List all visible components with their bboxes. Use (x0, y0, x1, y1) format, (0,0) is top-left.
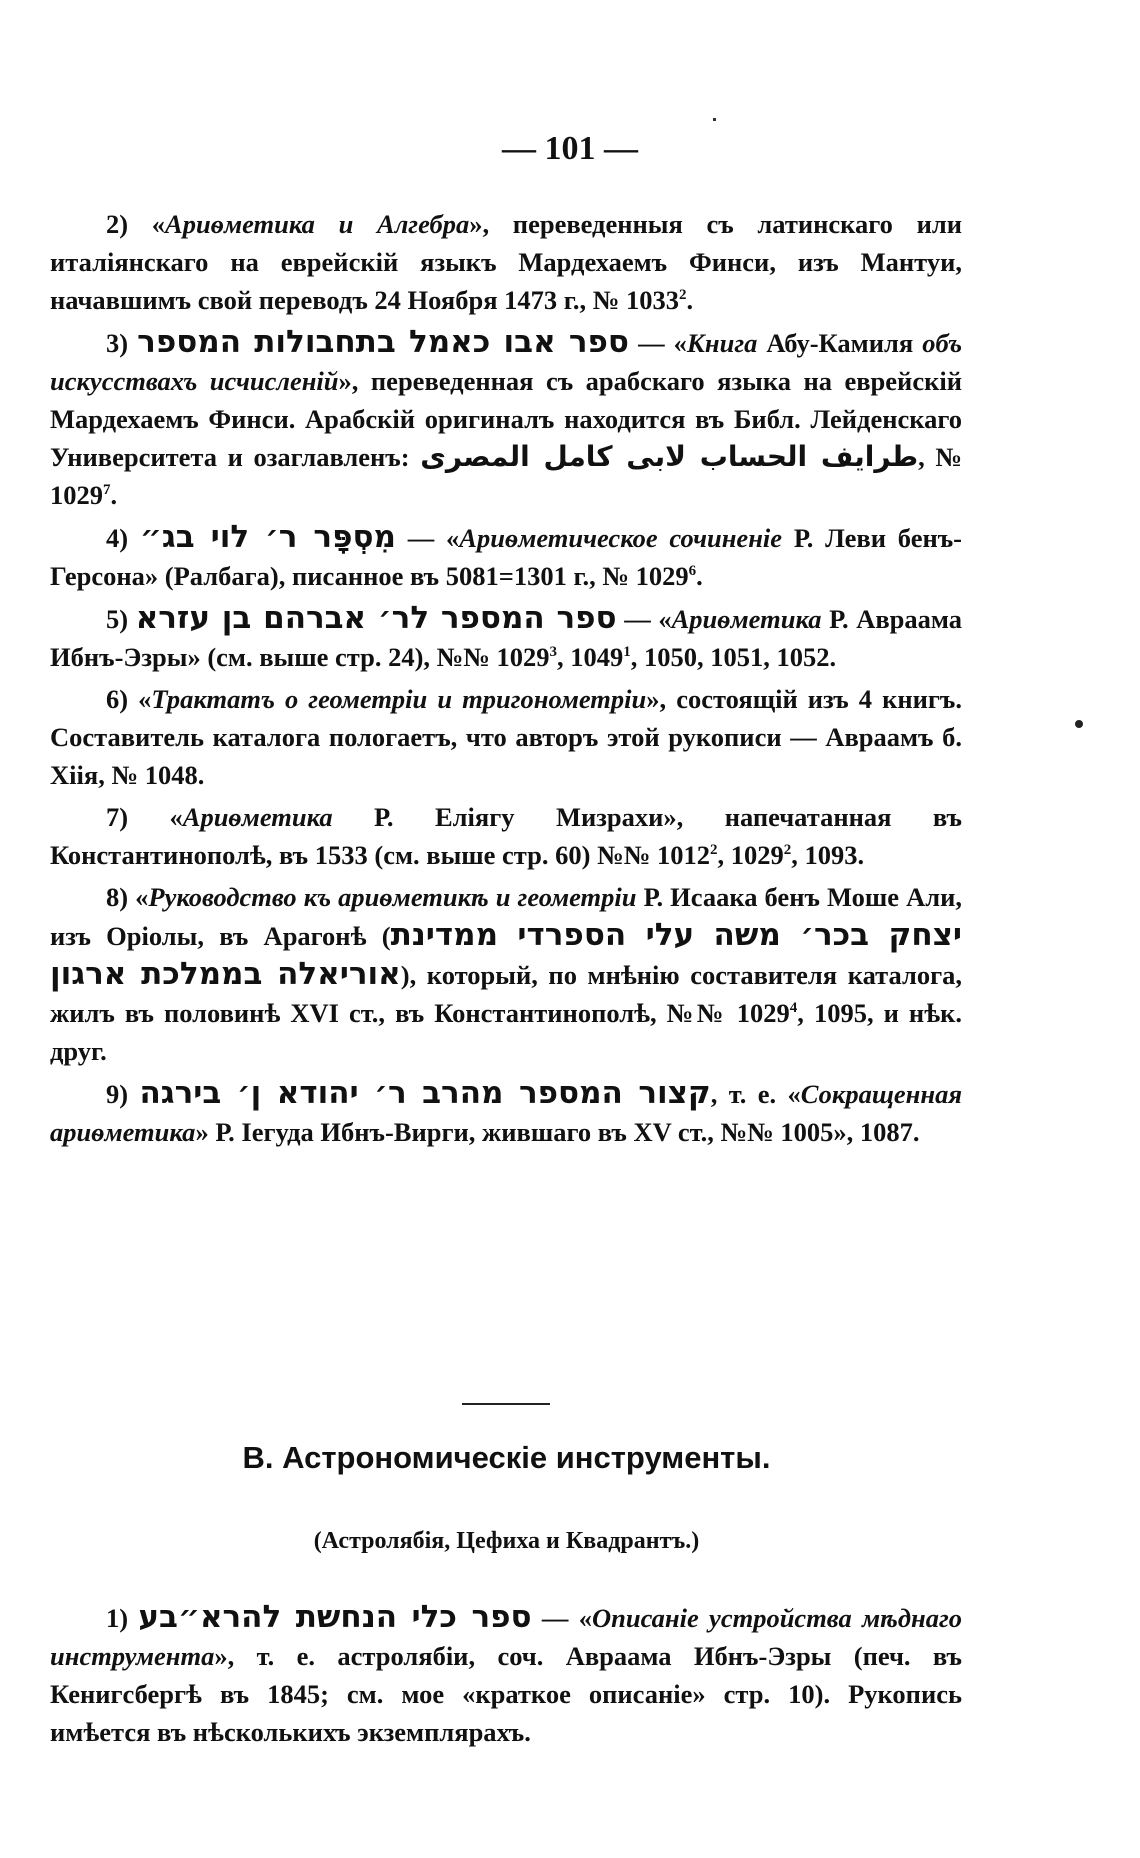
entry-number: 3) (106, 328, 138, 358)
entry-number: 6) (106, 684, 139, 714)
hebrew-title: יצחק בכר׳ משה עלי הספרדי ממדינת אוריאלה בממלכת ארגון (50, 917, 962, 992)
catalog-entry (50, 599, 962, 676)
hebrew-title: קצור המספר מהרב ר׳ יהודא ן׳ בירגה (139, 1075, 711, 1111)
arabic-title: طرايف الحساب لابى كامل المصرى (420, 440, 919, 473)
work-title: Руководство къ ариѳметикѣ и геометріи (148, 882, 637, 912)
work-title: объ искусствахъ исчисленій (50, 328, 963, 396)
entry-number: 1) (106, 1603, 139, 1633)
entry-text: , 1095, и нѣк. друг. (50, 998, 962, 1066)
catalog-entry (50, 323, 962, 514)
entry-number: 8) (106, 882, 136, 912)
entry-text: « (138, 684, 152, 714)
entry-text: , 1029 (717, 840, 784, 870)
ink-speck (713, 118, 716, 121)
work-title: Ариѳметическое сочиненіе (459, 523, 783, 553)
superscript-index: 4 (789, 1000, 798, 1017)
page-number: — 101 — (502, 130, 638, 167)
entry-text: , 1093. (791, 840, 865, 870)
entry-number: 5) (106, 604, 136, 634)
margin-dot (1075, 720, 1083, 728)
entry-text: — « (616, 604, 672, 634)
entry-text: », переведенная съ арабскаго языка на еврейскій Мардехаемъ Финси. Арабскій оригиналъ находится въ Библ. Лейденскаго Университета и озаглавленъ: (50, 366, 962, 472)
entry-text: , 1050, 1051, 1052. (630, 642, 837, 672)
hebrew-title: ספר אבו כאמל בתחבולות המספר (137, 324, 629, 360)
superscript-index: 2 (678, 287, 687, 304)
entry-text: » Р. Іегуда Ибнъ-Вирги, жившаго въ XV ст., №№ 1005», 1087. (195, 1117, 920, 1147)
work-title: Сокращенная ариѳметика (50, 1079, 962, 1147)
entry-text: , т. е. « (710, 1079, 801, 1109)
entry-text: », переведенныя съ латинскаго или италіянскаго на еврейскій языкъ Мардехаемъ Финси, изъ Мантуи, начавшимъ свой переводъ 24 Ноября 1473 г., № 1033 (50, 209, 962, 315)
entry-number: 9) (106, 1079, 140, 1109)
section-subtitle: (Астролябія, Цефиха и Квадрантъ.) (313, 1528, 700, 1554)
catalog-entry (50, 798, 962, 874)
section-divider (462, 1403, 550, 1405)
superscript-index: 1 (623, 644, 631, 661)
superscript-index: 6 (688, 563, 697, 580)
work-title: Ариѳметика (671, 604, 822, 634)
entry-text: . (686, 285, 694, 315)
section-title: B. Астрономическіе инструменты. (242, 1440, 771, 1475)
entry-text: . (110, 480, 118, 510)
entry-text: », т. е. астролябіи, соч. Авраама Ибнъ-Эзры (печ. въ Кенигсбергѣ въ 1845; см. мое «краткое описаніе» стр. 10). Рукопись имѣется въ нѣсколькихъ экземплярахъ. (50, 1641, 962, 1747)
work-title: Ариѳметика (182, 802, 333, 832)
work-title: Трактатъ о геометріи и тригонометріи (151, 684, 647, 714)
entry-text: — « (629, 328, 687, 358)
hebrew-title: ספר כלי הנחשת להרא״בע (138, 1599, 532, 1635)
superscript-index: 3 (549, 644, 558, 661)
entry-text: Р. Еліягу Мизрахи», напечатанная въ Константинополѣ, въ 1533 (см. выше стр. 60) №№ 1012 (50, 802, 963, 870)
catalog-entry (50, 680, 962, 794)
entry-text: « (135, 882, 149, 912)
entry-text: « (169, 802, 183, 832)
catalog-entry (50, 1598, 962, 1751)
entry-number: 2) (106, 209, 152, 239)
entry-text: — « (395, 523, 460, 553)
entry-number: 7) (106, 802, 170, 832)
entry-text: , № 1029 (50, 442, 962, 510)
entry-list (50, 205, 962, 1155)
entry-text: Р. Исаака бенъ Моше Али, изъ Оріолы, въ Арагонѣ ( (50, 882, 962, 951)
catalog-entry (50, 1074, 962, 1151)
entry-text: Р. Леви бенъ-Герсона» (Ралбага), писанное въ 5081=1301 г., № 1029 (50, 523, 962, 591)
entry-text: , 1049 (557, 642, 624, 672)
entry-text: — « (531, 1603, 592, 1633)
superscript-index: 7 (103, 482, 111, 499)
entry-text: ), который, по мнѣнію составителя каталога, жилъ въ половинѣ XVI ст., въ Константинополѣ, №№ 1029 (50, 960, 962, 1028)
catalog-entry (50, 518, 962, 595)
catalog-entry (50, 205, 962, 319)
entry-text: Абу-Камиля (757, 328, 923, 358)
hebrew-title: מִסְפָּר ר׳ לוי בג״ (139, 519, 396, 555)
superscript-index: 2 (783, 842, 792, 859)
entry-text: Р. Авраама Ибнъ-Эзры» (см. выше стр. 24), №№ 1029 (50, 604, 963, 672)
entry-number: 4) (106, 523, 140, 553)
work-title: Описаніе устройства мѣднаго инструмента (50, 1603, 963, 1671)
catalog-entry (50, 878, 962, 1070)
superscript-index: 2 (709, 842, 718, 859)
section-entry-list (50, 1598, 962, 1755)
entry-text: « (151, 209, 166, 239)
work-title: Ариѳметика и Алгебра (165, 209, 470, 239)
work-title: Книга (686, 328, 758, 358)
entry-text: . (696, 561, 703, 591)
hebrew-title: ספר המספר לר׳ אברהם בן עזרא (135, 600, 617, 636)
entry-text: », состоящій изъ 4 книгъ. Составитель каталога пологаетъ, что авторъ этой рукописи — Авраамъ б. Хіія, № 1048. (50, 684, 962, 790)
